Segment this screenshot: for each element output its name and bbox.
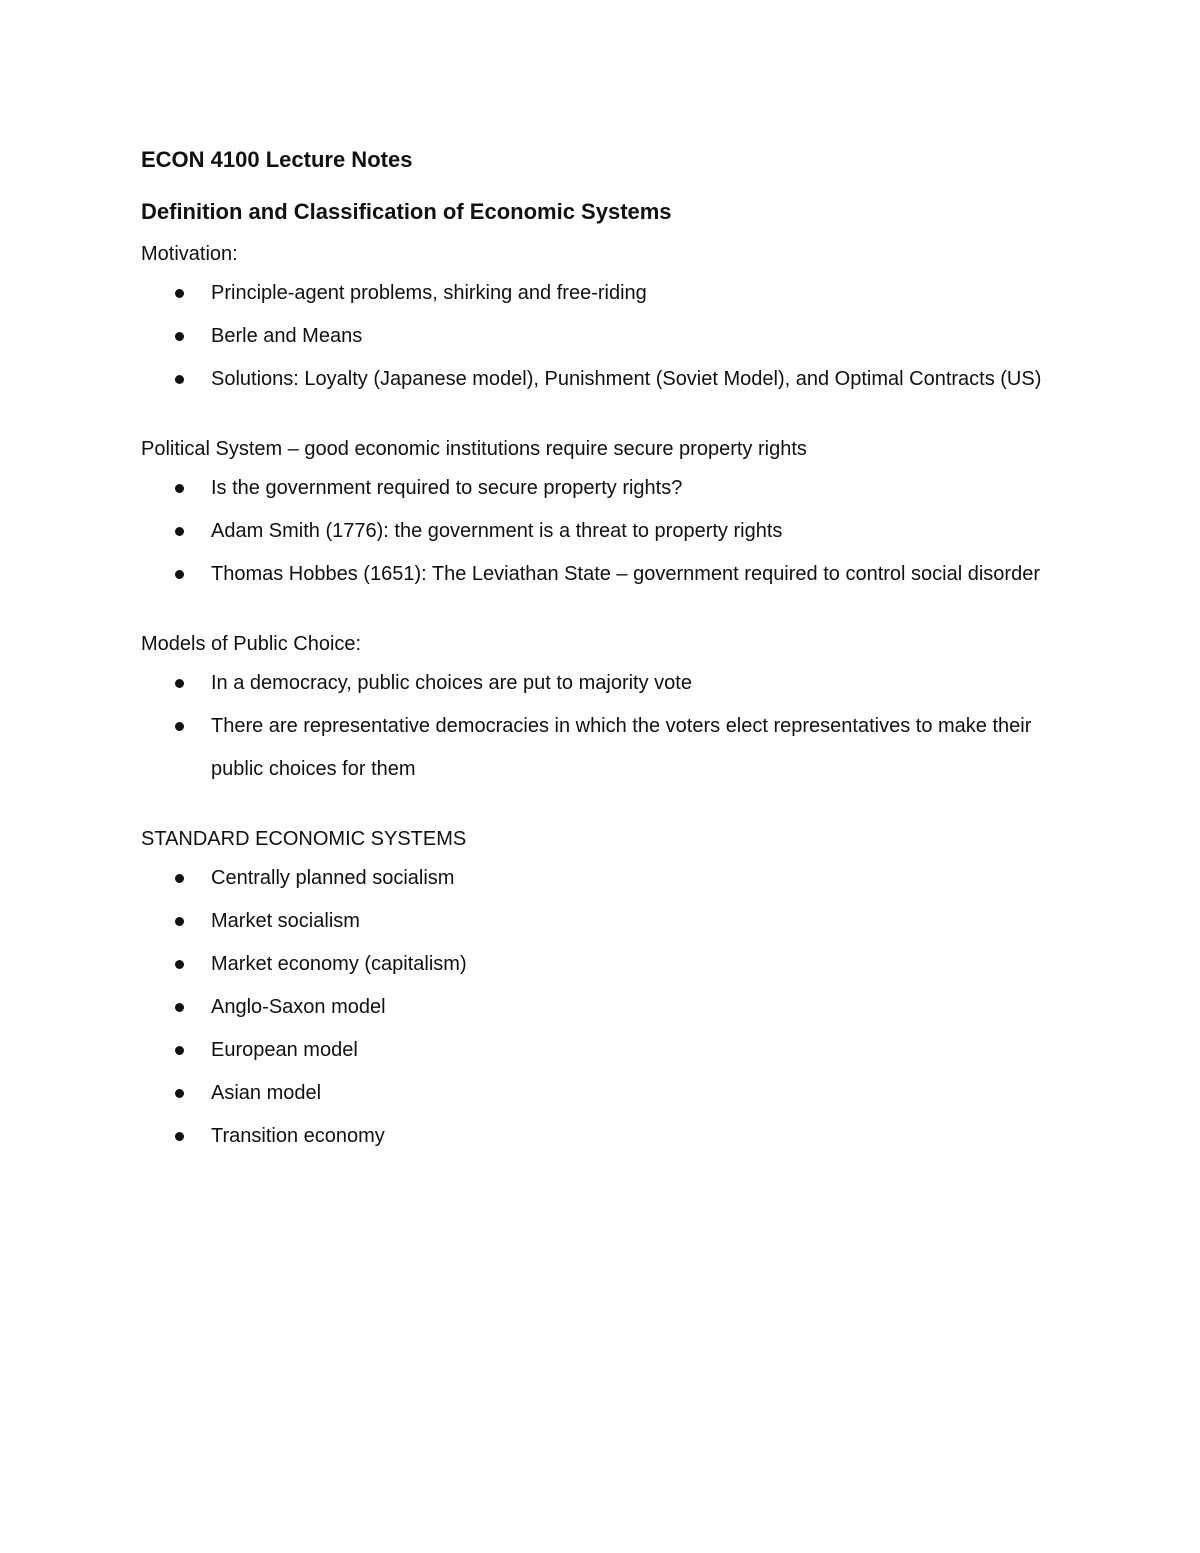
- document-body: [141, 140, 1071, 1158]
- list-item-text: Market socialism: [211, 910, 360, 932]
- list-item: [141, 272, 1071, 315]
- list-item-text: Market economy (capitalism): [211, 953, 467, 975]
- list-item: [141, 315, 1071, 358]
- list-item-text: There are representative democracies in which the voters elect representatives to make their public choices for them: [211, 715, 1032, 780]
- bullet-icon: [175, 1046, 184, 1055]
- list-item: [141, 1029, 1071, 1072]
- list-item-text: Solutions: Loyalty (Japanese model), Punishment (Soviet Model), and Optimal Contracts (US): [211, 368, 1042, 390]
- list-item: [141, 553, 1071, 596]
- public-choice-list: [141, 662, 1071, 791]
- section-heading-political-system: Political System – good economic institutions require secure property rights: [141, 438, 807, 460]
- document-title: ECON 4100 Lecture Notes: [141, 147, 413, 172]
- bullet-icon: [175, 570, 184, 579]
- list-item: [141, 986, 1071, 1029]
- list-item: [141, 467, 1071, 510]
- list-item-text: Anglo-Saxon model: [211, 996, 386, 1018]
- standard-systems-list: [141, 857, 1071, 1158]
- list-item-text: In a democracy, public choices are put to majority vote: [211, 672, 692, 694]
- list-item-text: Thomas Hobbes (1651): The Leviathan State – government required to control social disorder: [211, 563, 1040, 585]
- list-item: [141, 857, 1071, 900]
- document-subtitle: Definition and Classification of Economic Systems: [141, 199, 672, 224]
- list-item: [141, 510, 1071, 553]
- bullet-icon: [175, 917, 184, 926]
- bullet-icon: [175, 289, 184, 298]
- list-item: [141, 943, 1071, 986]
- bullet-icon: [175, 874, 184, 883]
- bullet-icon: [175, 375, 184, 384]
- list-item-text: European model: [211, 1039, 358, 1061]
- bullet-icon: [175, 960, 184, 969]
- list-item: [141, 705, 1071, 791]
- list-item-text: Transition economy: [211, 1125, 385, 1147]
- bullet-icon: [175, 679, 184, 688]
- list-item: [141, 1115, 1071, 1158]
- political-system-list: [141, 467, 1071, 596]
- list-item-text: Centrally planned socialism: [211, 867, 455, 889]
- motivation-list: [141, 272, 1071, 401]
- list-item-text: Berle and Means: [211, 325, 363, 347]
- bullet-icon: [175, 722, 184, 731]
- list-item-text: Principle-agent problems, shirking and free-riding: [211, 282, 647, 304]
- bullet-icon: [175, 1089, 184, 1098]
- list-item: [141, 358, 1071, 401]
- bullet-icon: [175, 332, 184, 341]
- bullet-icon: [175, 1132, 184, 1141]
- list-item: [141, 900, 1071, 943]
- list-item-text: Adam Smith (1776): the government is a threat to property rights: [211, 520, 783, 542]
- list-item: [141, 662, 1071, 705]
- list-item-text: Is the government required to secure property rights?: [211, 477, 683, 499]
- list-item-text: Asian model: [211, 1082, 322, 1104]
- list-item: [141, 1072, 1071, 1115]
- bullet-icon: [175, 484, 184, 493]
- bullet-icon: [175, 1003, 184, 1012]
- bullet-icon: [175, 527, 184, 536]
- section-heading-public-choice: Models of Public Choice:: [141, 633, 362, 655]
- section-heading-standard-systems: STANDARD ECONOMIC SYSTEMS: [141, 828, 467, 850]
- section-heading-motivation: Motivation:: [141, 243, 238, 265]
